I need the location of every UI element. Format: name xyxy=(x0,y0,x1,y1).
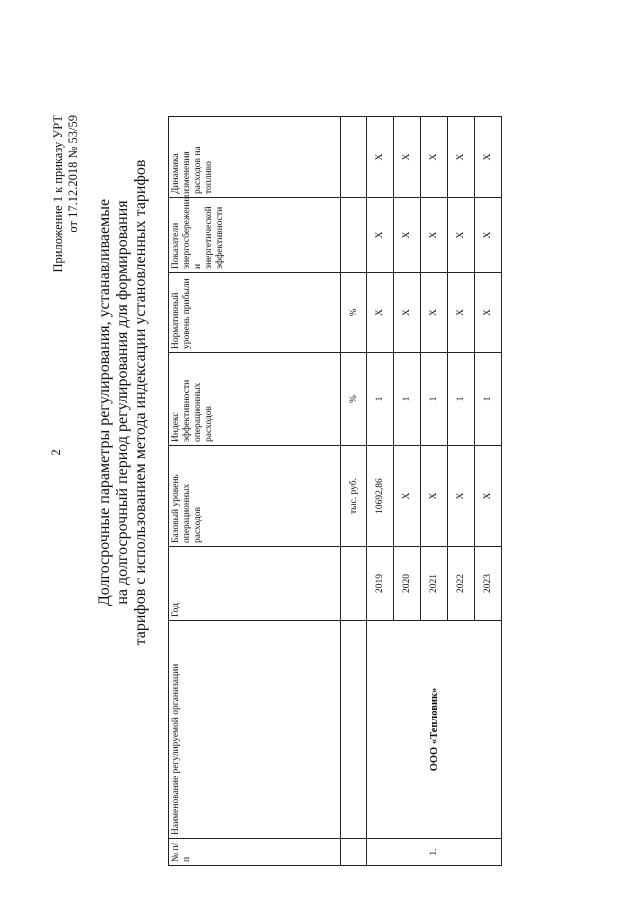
document-title xyxy=(96,30,150,775)
profit-level-cell: X xyxy=(475,273,502,353)
unit-cell-empty xyxy=(341,621,367,839)
profit-level-cell: X xyxy=(367,273,394,353)
base-level-cell: X xyxy=(448,446,475,547)
header-profit-level: Нормативный уровень прибыли xyxy=(169,273,341,353)
energy-saving-cell: X xyxy=(367,198,394,273)
efficiency-index-cell: 1 xyxy=(421,353,448,446)
fuel-dynamics-cell: X xyxy=(394,117,421,198)
appendix-line-2: от 17.12.2018 № 53/59 xyxy=(66,115,80,233)
fuel-dynamics-cell: X xyxy=(448,117,475,198)
header-row xyxy=(169,117,341,866)
efficiency-index-cell: 1 xyxy=(394,353,421,446)
efficiency-index-cell: 1 xyxy=(475,353,502,446)
header-energy-saving: Показатели энергосбережения и энергетической эффективности xyxy=(169,198,341,273)
table-row xyxy=(367,117,394,866)
appendix-line-1: Приложение 1 к приказу УРТ xyxy=(51,115,65,273)
unit-cell-empty xyxy=(341,198,367,273)
header-efficiency-index: Индекс эффективности операционных расходов xyxy=(169,353,341,446)
header-base-level: Базовый уровень операционных расходов xyxy=(169,446,341,547)
units-row xyxy=(341,117,367,866)
energy-saving-cell: X xyxy=(394,198,421,273)
parameters-table xyxy=(168,116,502,866)
header-year: Год xyxy=(169,547,341,621)
page-number: 2 xyxy=(48,449,63,456)
efficiency-index-cell: 1 xyxy=(367,353,394,446)
unit-base-level: тыс. руб. xyxy=(341,446,367,547)
fuel-dynamics-cell: X xyxy=(367,117,394,198)
base-level-cell: X xyxy=(394,446,421,547)
base-level-cell: X xyxy=(475,446,502,547)
year-cell: 2021 xyxy=(421,547,448,621)
title-line-1: Долгосрочные параметры регулирования, устанавливаемые xyxy=(96,198,113,607)
fuel-dynamics-cell: X xyxy=(475,117,502,198)
profit-level-cell: X xyxy=(394,273,421,353)
unit-efficiency-index: % xyxy=(341,353,367,446)
appendix-reference xyxy=(51,115,81,273)
energy-saving-cell: X xyxy=(448,198,475,273)
base-level-cell: 10692,86 xyxy=(367,446,394,547)
header-fuel-dynamics: Динамика изменения расходов на топливо xyxy=(169,117,341,198)
year-cell: 2023 xyxy=(475,547,502,621)
header-number: № п/п xyxy=(169,839,341,866)
unit-cell-empty xyxy=(341,117,367,198)
profit-level-cell: X xyxy=(421,273,448,353)
unit-cell-empty xyxy=(341,547,367,621)
header-organization: Наименование регулируемой организации xyxy=(169,621,341,839)
unit-cell-empty xyxy=(341,839,367,866)
year-cell: 2019 xyxy=(367,547,394,621)
fuel-dynamics-cell: X xyxy=(421,117,448,198)
year-cell: 2022 xyxy=(448,547,475,621)
unit-profit-level: % xyxy=(341,273,367,353)
energy-saving-cell: X xyxy=(421,198,448,273)
base-level-cell: X xyxy=(421,446,448,547)
efficiency-index-cell: 1 xyxy=(448,353,475,446)
title-line-2: на долгосрочный период регулирования для формирования xyxy=(114,200,131,605)
profit-level-cell: X xyxy=(448,273,475,353)
organization-name: ООО «Тепловик» xyxy=(367,621,502,839)
row-number: 1. xyxy=(367,839,502,866)
energy-saving-cell: X xyxy=(475,198,502,273)
year-cell: 2020 xyxy=(394,547,421,621)
title-line-3: тарифов с использованием метода индексации установленных тарифов xyxy=(132,159,149,646)
